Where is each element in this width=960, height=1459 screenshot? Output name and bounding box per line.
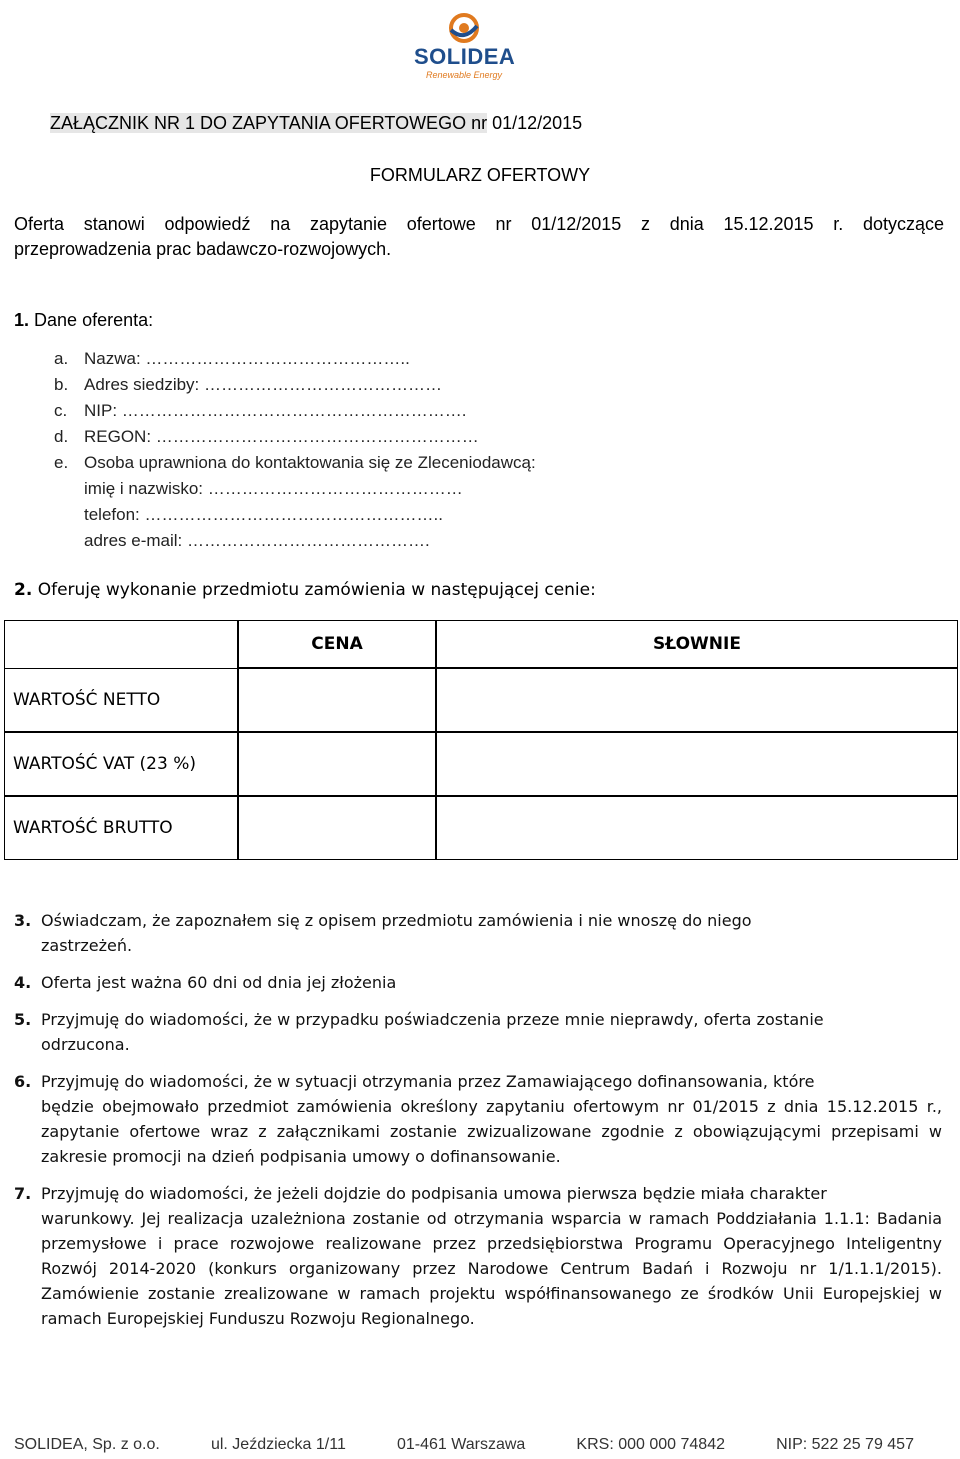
table-header-empty [4, 620, 238, 668]
intro-word: Oferta [14, 214, 65, 234]
paragraph-text: Przyjmuję do wiadomości, że w przypadku poświadczenia przeze mnie nieprawdy, oferta zostanie [41, 1010, 824, 1029]
paragraph-text: Oferta jest ważna 60 dni od dnia jej złożenia [41, 973, 397, 992]
intro-word: stanowi [83, 214, 145, 234]
contact-email-field: adres e-mail: ……………………………………. [84, 531, 430, 550]
intro-line2: przeprowadzenia prac badawczo-rozwojowych. [14, 239, 392, 259]
cena-netto-cell[interactable] [238, 668, 436, 732]
slownie-netto-cell[interactable] [436, 668, 958, 732]
list-item [54, 372, 536, 398]
table-header-row [4, 620, 958, 668]
row-label-netto: WARTOŚĆ NETTO [4, 668, 238, 732]
intro-line1 [14, 212, 944, 237]
list-marker: d. [54, 427, 69, 446]
paragraph-continuation: warunkowy. Jej realizacja uzależniona zostanie od otrzymania wsparcia w ramach Poddziałania 1.1.1: Badania przemysłowe i prace rozwojowe realizowane przez przedsiębiorstwa Programu Operacyjnego Inteligentny Rozwój 2014-2020 (konkurs organizowany przez Narodowe Centrum Badań i Rozwoju nr 1/1.1.1/2015). Zamówienie zostanie zrealizowane w ramach projektu współfinansowanego ze środków Unii Europejskiej w ramach Europejskiej Funduszu Rozwoju Regionalnego. [41, 1209, 942, 1328]
section1-heading [14, 310, 153, 331]
address-field: Adres siedziby: …………………………………… [84, 375, 442, 394]
list-marker: e. [54, 453, 69, 472]
paragraph-text: Oświadczam, że zapoznałem się z opisem przedmiotu zamówienia i nie wnoszę do niego [41, 911, 752, 930]
list-marker: c. [54, 401, 68, 420]
paragraph-3 [14, 908, 942, 958]
paragraph-number: 4. [14, 973, 32, 992]
paragraph-5 [14, 1007, 942, 1057]
list-item [54, 398, 536, 424]
list-marker: b. [54, 375, 69, 394]
contact-name-field: imię i nazwisko: ……………………………………… [84, 479, 463, 498]
intro-paragraph [14, 212, 944, 262]
paragraph-continuation: odrzucona. [41, 1035, 130, 1054]
intro-word: ofertowe [406, 214, 476, 234]
intro-word: dnia [669, 214, 704, 234]
regon-field: REGON: ………………………………………………… [84, 427, 479, 446]
intro-word: z [641, 214, 650, 234]
intro-word: 01/12/2015 [531, 214, 622, 234]
slownie-vat-cell[interactable] [436, 732, 958, 796]
section2-heading [14, 580, 596, 600]
table-header-slownie: SŁOWNIE [436, 620, 958, 668]
list-marker: a. [54, 349, 69, 368]
list-item [54, 424, 536, 450]
cena-brutto-cell[interactable] [238, 796, 436, 860]
title-number: 01/12/2015 [487, 113, 583, 133]
row-label-brutto: WARTOŚĆ BRUTTO [4, 796, 238, 860]
price-table [4, 620, 958, 860]
company-logo [414, 8, 514, 83]
logo-tagline: Renewable Energy [425, 70, 503, 80]
paragraph-number: 5. [14, 1010, 32, 1029]
table-header-cena: CENA [238, 620, 436, 668]
paragraph-number: 6. [14, 1072, 32, 1091]
section1-number: 1. [14, 310, 30, 330]
paragraph-number: 3. [14, 911, 32, 930]
footer-city: 01-461 Warszawa [396, 1436, 526, 1453]
table-row [4, 796, 958, 860]
slownie-brutto-cell[interactable] [436, 796, 958, 860]
section1-title: Dane oferenta [34, 310, 149, 330]
title-highlight: ZAŁĄCZNIK NR 1 DO ZAPYTANIA OFERTOWEGO nr [50, 113, 488, 133]
paragraph-6 [14, 1069, 942, 1169]
paragraph-7 [14, 1181, 942, 1331]
form-title: FORMULARZ OFERTOWY [369, 165, 591, 185]
cena-vat-cell[interactable] [238, 732, 436, 796]
paragraph-text: Przyjmuję do wiadomości, że w sytuacji otrzymania przez Zamawiającego dofinansowania, które [41, 1072, 815, 1091]
sun-ring-icon [414, 8, 514, 48]
contact-phone-field: telefon: …………………………………………….. [84, 505, 443, 524]
paragraph-continuation: będzie obejmowało przedmiot zamówienia określony zapytaniu ofertowym nr 01/2015 z dnia 15.12.2015 r., zapytanie ofertowe wraz z załącznikami zostanie zwizualizowane zgodnie z obowiązującymi przepisami w zakresie promocji na dzień podpisania umowy o dofinansowanie. [41, 1097, 942, 1166]
intro-word: r. [833, 214, 844, 234]
offeror-data-list [54, 346, 536, 554]
table-row [4, 668, 958, 732]
intro-word: odpowiedź [164, 214, 251, 234]
list-item [54, 346, 536, 372]
logo-name: SOLIDEA [414, 44, 516, 69]
paragraph-4 [14, 970, 942, 995]
footer-nip: NIP: 522 25 79 457 [776, 1436, 914, 1453]
intro-word: nr [495, 214, 512, 234]
document-title [50, 113, 582, 134]
paragraph-text: Przyjmuję do wiadomości, że jeżeli dojdzie do podpisania umowa pierwsza będzie miała charakter [41, 1184, 827, 1203]
intro-word: na [270, 214, 291, 234]
row-label-vat: WARTOŚĆ VAT (23 %) [4, 732, 238, 796]
section1-colon: : [148, 310, 154, 330]
paragraph-continuation: zastrzeżeń. [41, 936, 133, 955]
paragraph-number: 7. [14, 1184, 32, 1203]
list-item [54, 450, 536, 476]
intro-word: 15.12.2015 [723, 214, 814, 234]
contact-person-label: Osoba uprawniona do kontaktowania się ze Zleceniodawcą: [84, 453, 536, 472]
table-row [4, 732, 958, 796]
nip-field: NIP: ……………………………………………………. [84, 401, 467, 420]
name-field: Nazwa: ……………………………………….. [84, 349, 410, 368]
section2-text: Oferuję wykonanie przedmiotu zamówienia w następującej cenie: [37, 580, 596, 600]
intro-word: dotyczące [862, 214, 944, 234]
page-footer [14, 1436, 914, 1454]
footer-company: SOLIDEA, Sp. z o.o. [14, 1436, 160, 1453]
footer-krs: KRS: 000 000 74842 [576, 1436, 725, 1453]
section2-number: 2. [14, 580, 33, 600]
footer-street: ul. Jeździecka 1/11 [210, 1436, 346, 1453]
intro-word: zapytanie [309, 214, 388, 234]
